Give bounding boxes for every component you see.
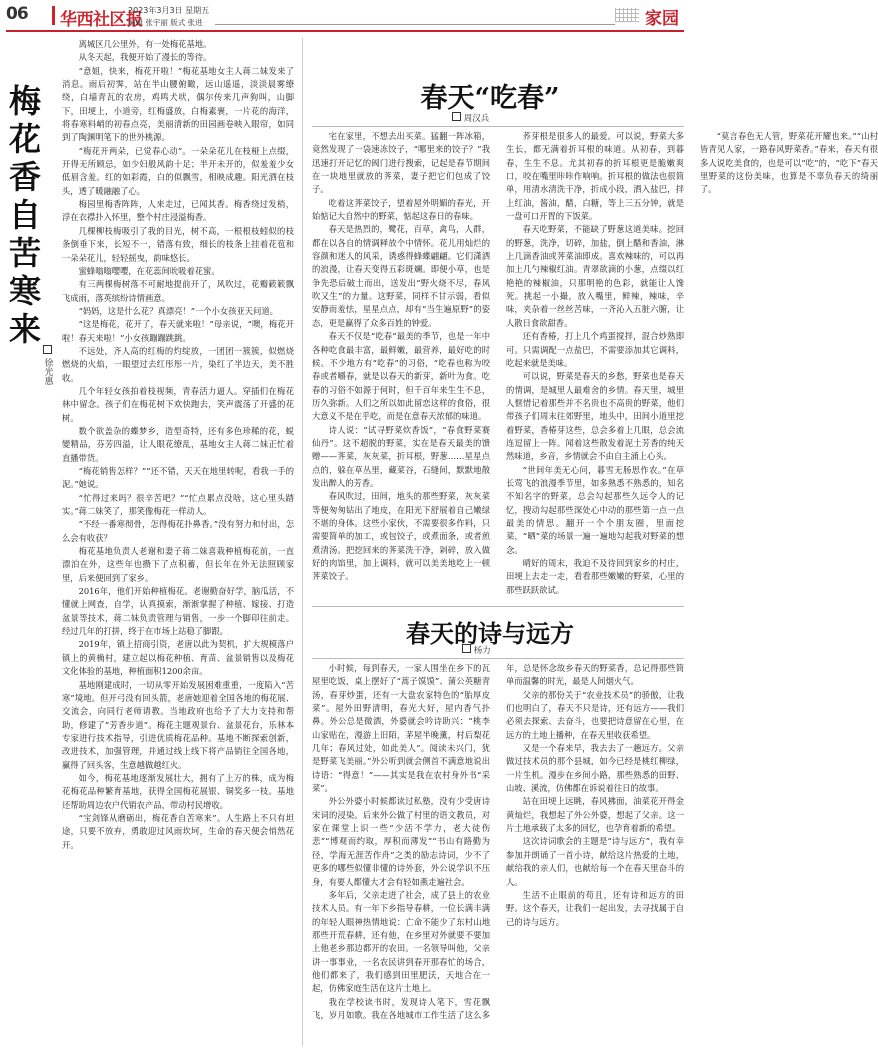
spring-eat-paragraph: “莫言春色无人管，野菜花开耀也来。”“山村皆青见人家，一路春风野菜香。”春来，春天有很多人说吃美食的，也是可以“吃”的，“吃下”春天里野菜的这份美味，也算是不辜负春天的绮丽了。 — [700, 131, 878, 195]
plum-paragraph: 有三两棵梅树落不可耐地提前开了，风吹过，花瓣簌簌飘飞成雨，落英缤纷诗情画意。 — [62, 279, 294, 303]
brand-bar — [52, 6, 55, 25]
poetry-title-rule — [312, 658, 684, 659]
poetry-author: 杨力 — [473, 646, 491, 656]
article-divider — [312, 606, 684, 607]
poetry-paragraph: 小时候，每到春天，一家人围坐在乡下的瓦屋里吃饭，桌上摆好了“蒿子馍馍”、蒲公英糖青汤，春芽炒蛋，还有一大盘农家特色的“胎厚皮菜”。屋外田野清明，春光大好，屋内香气扑鼻。外公总是微酒，外婆就会吟诗助兴：“桃李山家贴在，漫游上旧陌，茅屋半晚薰，村后梨花几年；春风过处，如此美人”。阅读未兴门，犹是野菜飞美丽。”外公听到就会侧首不满意地说出诗语：“得意！”——其实是我在农村身外书“采菜”。 — [312, 663, 490, 794]
grid-decoration-icon — [615, 8, 639, 22]
spring-eat-paragraph: “世间年美无心问，暮雪无肠思作农。”在草长莺飞的浪漫季节里，如多熟悉不熟悉的，知名不知名字的野菜，总会勾起那些久远令人的记忆，搜动勾起那些深处心中动的那些第一点一点最美的情思。翻开一个个朋友圈，里面挖菜，“晒”菜的场景一遍一遍地勾起我对野菜的想念。 — [506, 464, 684, 555]
plum-paragraph: 基地刚建成时，一切从零开始发展困难重重，一度陷入“苦寒”境地。但开弓没有回头箭，老唐她迎着全国各地的梅花展、交流会，向同行老师请教。当地政府也给予了大力支持和帮助，修建了“芳香步道”。梅花主题观景台、盆景花台，乐林本专家进行技术指导，引进优质梅花品种。基地不断探索创新，改进技术，加强管理，并通过线上线下将产品销往全国各地，赢得了回头客，生意越做越红火。 — [62, 679, 294, 770]
spring-eat-paragraph: 吃着这荠菜饺子，望着屋外明媚的春光，开始惦记大自然中的野菜，惦起这春日的春味。 — [312, 197, 490, 222]
plum-paragraph: 2019年，镇上招商引资，老唐以此为契机，扩大规模落户镇上的黄桷村，建立起以梅花种植、育苗、盆景销售以及梅花文化体验的基地，种植面积1200余亩。 — [62, 639, 294, 677]
spring-eat-paragraph: 春天是热烈的，鹭花，百草，禽鸟，人群，都在以各自的情调释放个中情怀。花儿用灿烂的容颜和迷人的风采，诱惑得蜂蝶翩翩。它们潇洒的浪漫，让春天变得五彩斑斓。即便小草，也是争先恐后破土而出，送发出“野火烧不尽，春风吹又生”的力量。这野菜，同样不甘示弱，看似安静而羞怯，星星点点，却有“当生遍原野”的姿态，更是赢得了众多百姓的钟爱。 — [312, 224, 490, 328]
spring-eat-title-rule — [312, 126, 684, 127]
page-number: 06 — [6, 4, 28, 24]
spring-eat-byline — [452, 112, 489, 124]
poetry-paragraph: 多年后，父亲走进了社会，成了县上的农业技术人员。有一年下乡指导春耕，一位长满丰满的年轻人眼神热情地说：亡命不能少了东村山地那些开荒春耕，还有他，在乡里对外就要不要加上他老乡那边都开的农田。一名领导叫他，父亲讲一事事业，一名农民讲到春开那春忙的场合，他们都来了，我们感到田里肥沃，天地合在一起，仿佛家庭生活在这片土地上。 — [312, 889, 490, 994]
poetry-paragraph: 又是一个春来早，我去去了一趟远方。父亲做过技术员的那个县城，如今已经是桃红柳绿，一片生机。漫步在乡间小路，那些熟悉的田野、山坡、溪流，仿佛都在诉说着往日的故事。 — [506, 743, 684, 794]
plum-paragraph: 几棵柳枝梅吸引了我的目光，树不高，一根根枝蚓似的枝条倒垂下来，长短不一，错落有致，细长的枝条上挂着花苞和一朵朵花儿，轻轻摇曳，韵味悠长。 — [62, 225, 294, 263]
spring-eat-paragraph: 宅在家里，不想去出买菜。猛翻一阵冰箱，竟然发现了一袋速冻饺子，“哪里来的饺子？”我迅速打开记忆的阀门进行搜索，记起是春节期间在一块地里就放的荠菜，妻子把它们包成了饺子。 — [312, 131, 490, 195]
plum-paragraph: “忙得过来吗？很辛苦吧？”“忙点累点没啥，这心里头踏实。”蒋二妹笑了，那笑像梅花一样动人。 — [62, 492, 294, 517]
poetry-paragraph: 这次诗词歌会的主题是“诗与远方”，我有幸参加并朗诵了一首小诗，献给这片热爱的土地，献给我的亲人们，也献给每一个在春天里奋斗的人。 — [506, 836, 684, 887]
spring-eat-paragraph: 春风吹过，田间，地头的那些野菜，灰灰菜等便匆匆钻出了地皮，在阳光下舒展着自己嫩绿不堪的身体。这些小家伙，不需要很多作料，只需要简单的加工，或包饺子，或煮面条，或者煎煮清汤。把挖回来的荠菜洗干净，剁碎，放入做好的肉馅里，加上调料，就可以美美地吃上一顿荠菜饺子。 — [312, 491, 490, 582]
spring-eat-author: 周汉兵 — [463, 114, 490, 124]
byline-square-icon — [43, 345, 52, 354]
spring-eat-paragraph: 可以说，野菜是春天的乡愁，野菜也是春天的情调，是城里人最难舍的乡情。春天里，城里人惬惜记着那些并不名贵也不高贵的野菜，他们带孩子们周末往郊野里，地头中，田间小道里挖着野菜，香椿芽这些，总会多着上几眼，总会流连逗留上一阵。闻着这些散发着泥土芳香的纯天然味道，乡音，乡情就会不由自主涌上心头。 — [506, 371, 684, 462]
plum-paragraph: “妈妈，这是什么花？真漂亮！”一个小女孩亚天问道。 — [78, 305, 278, 316]
plum-paragraph: 不远处，齐人高的红梅的灼绽放，一团团一簇簇，似燃烧燃烧的火焰，一眼望过去红彤彤一片，染红了半边天，美不胜收。 — [62, 345, 294, 383]
spring-eat-paragraph: 春天不仅是“吃春”最美的季节，也是一年中各种吃食最丰富，最鲜嫩，最营养，最好吃的时候。不少地方有“吃春”的习俗，“吃春也称为咬春或者嚼春，就是以春天的新芽，新叶为食。吃春的习俗不如源于何时，但千百年来生生不息，历久弥新。人们之所以如此留恋这样的食俗，很大意义不是在乎吃，而是在意春天浓郁的味道。 — [312, 331, 490, 422]
plum-paragraph: “意姐，快来，梅花开啦！”梅花基地女主人蒋二妹发来了消息。雨后初霁，站在半山腰俯瞰，远山遥遥，淡淡晨雾缭绕，白墙青瓦的农房，鸡鸣犬吠，偶尔传来几声狗叫，山脚下，田埂上，小道旁，红梅盛放，白梅素裹，一片花的海洋，将春寒料峭的初春点亮，美丽清新的田园画卷映入眼帘，如同到了陶渊明笔下的世外桃源。 — [62, 65, 294, 143]
poetry-paragraph: 生活不止眼前的苟且，还有诗和远方的田野。这个春天，让我们一起出发，去寻找属于自己的诗与远方。 — [506, 889, 684, 927]
poetry-paragraph: 站在田埂上远眺，春风拂面，油菜花开得金黄灿烂，我想起了外公外婆，想起了父亲。这一片土地承载了太多的回忆，也孕育着新的希望。 — [506, 796, 684, 834]
poetry-paragraph: 外公外婆小时候都读过私塾，没有少受唐诗宋词的浸染。后来外公做了村里的语文教员，对家在课堂上识一些“少活不学力，老大徒伤悲”“博观而约取，厚积而薄发”“书山有路勤为径，学海无涯苦作舟”之类的励志诗词，少不了更多的哪些似懂非懂的诗外套，外公说学识不压身，有要人都懂大才会有轻如燕走遍社会。 — [312, 796, 490, 887]
spring-eat-paragraph: 荞芽根是很多人的最爱。可以说，野菜大多生长，都无满着折耳根的味道。从初春，到暮春，生生不息。尤其初春的折耳根更是脆嫩爽口，咬在嘴里咔咔作响响。折耳根的做法也很简单，用清水清洗干净，折成小段，洒入盐巴，拌上红油，酱油，醋，白糖，等上三五分钟，就是一盘可口开胃的下饭菜。 — [506, 131, 684, 222]
plum-author: 徐光惠 — [42, 358, 53, 385]
byline-square-icon — [452, 112, 461, 121]
plum-paragraph: 2016年，他们开始种植梅花。老谢勤奋好学，脑瓜活，不懂就上网查，自学，认真摸索，渐渐掌握了种植、嫁接、打造盆景等技术，蒋二妹负责管理与销售，一步一个脚印往前走。经过几年的打拼，终于在市场上站稳了脚跟。 — [62, 586, 294, 637]
plum-paragraph: 从冬天起，我便开始了漫长的等待。 — [78, 52, 212, 63]
poetry-title: 春天的诗与远方 — [406, 619, 574, 648]
spring-eat-paragraph: 春天吃野菜，不能缺了野葱这道美味。挖回的野葱，洗净，切碎，加盐，倒上醋和香油，淋上几滴香油或荠菜油即成。喜欢辣味的，可以再加上几勺辣椒红油。青翠欲滴的小葱，点缀以红艳艳的辣椒油，只那明艳的色彩，就能让人馋死。挑起一小撮，放入嘴里，鲜辣，辣味，辛味，夹杂着一丝丝苦味，一齐沁入五脏六腑，让人散日食欲甜香。 — [506, 224, 684, 328]
brand-logo: 华西社区报 — [60, 10, 143, 30]
plum-article-title: 梅花香自苦寒来 — [8, 82, 41, 348]
spring-eat-paragraph: 还有香椿，打上几个鸡蛋搅拌，混合炒熟即可。只需调配一点盐巴，不需要添加其它调料，吃起来就是美味。 — [506, 331, 684, 368]
poetry-body — [312, 662, 684, 1046]
issue-date: 2023年3月3日 星期五 — [128, 6, 210, 15]
plum-paragraph: 如今，梅花基地逐渐发展壮大，拥有了上万的株，成为梅花梅花品种繁育基地，获得全国梅花展银、铜奖多一枝。基地还帮助周边农户代销农产品，带动村民增收。 — [62, 772, 294, 810]
plum-paragraph: “梅花销售怎样？”“还不错，天天在地里转呢，看我一手的泥。”她说。 — [62, 466, 294, 490]
spring-eat-paragraph: 诗人说：“试寻野菜炊香饭”，“春食野菜赛仙丹”。这不超脱的野菜，实在是春天最美的馈赠——荠菜，灰灰菜，折耳根，野葱……星星点点的，躲在草丛里，藏菜谷，石缝间，默默地散发出醉人的芳香。 — [312, 424, 490, 488]
plum-paragraph: “这是梅花，花开了，春天就来啦！”母亲说，“噢，梅花开啦！春天来啦！”小女孩蹦蹦跳跳。 — [62, 319, 294, 343]
plum-paragraph: 数个欲盖杂的蝶梦乡，造型奇特，还有多色珍稀的花，蜕變精品，芬芳四溢，让人眼花缭乱，基地女主人蒋二妹正忙着直播带货。 — [62, 425, 294, 463]
header-thin-rule — [215, 24, 615, 25]
header-rule — [6, 30, 684, 32]
plum-byline — [40, 345, 54, 389]
plum-paragraph: 梅花基地负责人老谢和妻子蒋二妹喜栽种植梅花前，一直漂泊在外，这些年也攒下了点积蓄，但长年在外无法照顾家里，后来便回到了家乡。 — [62, 546, 294, 583]
plum-paragraph: 蜜蜂嗡嗡嘤嘤，在花蕊间吮吸着花蜜。 — [78, 265, 220, 276]
plum-paragraph: “不经一番寒彻骨，怎得梅花扑鼻香。”没有努力和付出，怎么会有收获？ — [62, 519, 294, 543]
plum-paragraph: 离城区几公里外，有一处梅花基地。 — [78, 39, 212, 49]
poetry-byline — [462, 644, 491, 656]
section-title: 家园 — [645, 9, 679, 29]
poetry-paragraph: 父亲的那份关于“农业技术员”的骄傲，让我们也明白了，春天不只是诗，还有远方——我们必须去探索、去奋斗，也要把诗意留在心里，在远方的土地上播种，在春天里收获希望。 — [506, 689, 684, 740]
spring-eat-body — [312, 130, 878, 602]
plum-article-body — [62, 38, 294, 1046]
plum-paragraph: “宝剑锋从磨砺出，梅花香自苦寒来”。人生路上不只有坦途，只要不放弃，勇敢迎过风雨坎坷，生命的春天便会悄然花开。 — [62, 812, 294, 850]
plum-paragraph: 几个年轻女孩拍着枝视频，青春活力逼人。穿插们在梅花林中留念。孩子们在梅花树下欢快跑去，笑声震荡了开盛的花树。 — [62, 385, 294, 423]
byline-square-icon — [462, 644, 471, 653]
plum-paragraph: “梅花开两朵，已觉春心动”。一朵朵花儿在枝桠上点缀，开得无所顾忌，如少妇般风韵十足；半开未开的，似羞羞少女低眉含羞。红的如彩霞，白的似飘雪，相映成趣。阳光洒在枝头，透了暖融融了心。 — [62, 145, 294, 196]
editor-credit: 编辑 张宇丽 版式 张进 — [128, 18, 203, 27]
spring-eat-title: 春天“吃春” — [420, 83, 560, 114]
poetry-paragraph: 我在学校读书时，发现诗人笔下，雪花飘飞，岁月如歌。我在各地城市工作生活了这么多年，总是怀念故乡春天的野菜香，总记得那些简单而温馨的时光，最是人间烟火气。 — [312, 663, 684, 1020]
plum-paragraph: 梅园里梅香阵阵，人来走过，已闻其香。梅香绕过发梢，浮在衣襟扑入怀里，整个村庄浸溢梅香。 — [62, 199, 294, 223]
spring-eat-paragraph: 晴好的周末，我迫不及待回到家乡的村庄，田埂上去走一走，看看那些嫩嫩的野菜，心里的那些跃跃欲试。 — [506, 558, 684, 595]
column-divider — [302, 38, 303, 1046]
